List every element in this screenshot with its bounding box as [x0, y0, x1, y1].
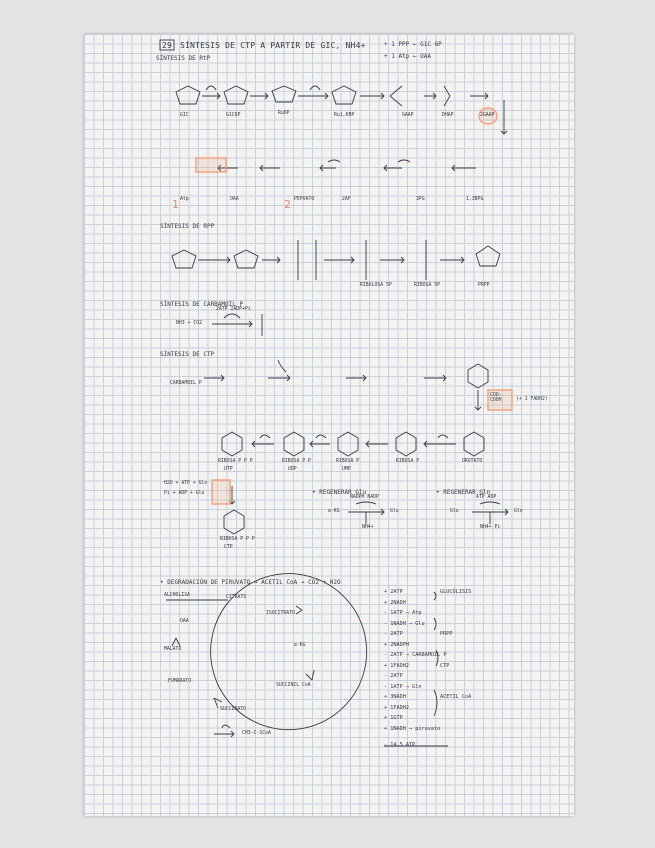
- page-title: SÍNTESIS DE CTP A PARTIR DE GIC, NH4+: [180, 41, 366, 50]
- regen-glu-left: α-KG: [328, 509, 340, 514]
- section-sub1: SÍNTESIS DE RtP: [156, 55, 211, 62]
- krebs-node-malato: MALATO: [164, 647, 182, 652]
- ledger-line: [384, 685, 564, 696]
- krebs-node-succinilcoa: SUCCINIL CoA: [276, 683, 311, 688]
- label-2af: 2AF: [342, 197, 351, 202]
- ledger-line-text: - 1ATP → Gln: [384, 683, 422, 690]
- page-number: 29: [162, 41, 173, 50]
- ledger-line: [384, 664, 564, 675]
- ledger-line: [384, 632, 564, 643]
- rpp-title: SÍNTESIS DE RPP: [160, 223, 215, 230]
- label-glc: GIC: [180, 113, 189, 118]
- ledger-line: [384, 622, 564, 633]
- label-ribosa5p: RIBOSA 5P: [414, 283, 440, 288]
- ledger-line-text: + 1FADH2: [384, 704, 409, 711]
- regen-gln-cof: ATP ADP: [476, 495, 497, 500]
- krebs-node-alcholisa: ALCHOLISA: [164, 593, 190, 598]
- label-ribosa-p-a: RIBOSA P: [336, 459, 360, 464]
- krebs-node-isocitrato: ISOCITRATO: [266, 611, 295, 616]
- header-note-1: + 1 PPP ← G1C 6P: [384, 41, 442, 48]
- label-prpp: PRPP: [478, 283, 490, 288]
- highlight-gln-box: [212, 480, 230, 504]
- label-ump: UMP: [342, 467, 351, 472]
- krebs-node-oaa: OAA: [180, 619, 189, 624]
- ledger-line-text: + 2NADPH: [384, 641, 409, 648]
- label-ribosa-pp: RIBOSA P P: [282, 459, 311, 464]
- notebook-page: [84, 34, 574, 816]
- ledger-line-group: CTP: [440, 662, 450, 669]
- ledger-line-text: - 2ATP: [384, 673, 403, 679]
- ledger-line: [384, 611, 564, 622]
- regen-gln-nh: NH4+ Pi: [480, 525, 501, 530]
- krebs-node-akg: α-KG: [294, 643, 306, 648]
- krebs-node-fumarato: FUMARATO: [168, 679, 192, 684]
- label-ribosa-p-b: RIBOSA P: [396, 459, 420, 464]
- ledger-line-text: - 2ATP: [384, 631, 403, 637]
- ledger-line-group: GLUCÓLISIS: [440, 589, 472, 595]
- ledger-line-text: + 3NADH: [384, 694, 406, 700]
- ledger-lines: [384, 590, 564, 737]
- krebs-cycle: [166, 574, 367, 737]
- regen-glu-right: Glu: [390, 509, 399, 514]
- row1-pathway: [176, 86, 507, 134]
- label-ribulosa5p: RIBULOSA 5P: [360, 283, 392, 288]
- regen-gln-title: • REGENERAR Gln: [436, 489, 491, 496]
- row2-pathway: [218, 160, 476, 171]
- krebs-acetyl: CH3-C-SCoA: [242, 731, 271, 736]
- label-orotato: OROTATO: [462, 459, 483, 464]
- ledger: [384, 589, 564, 748]
- regen-glu-nh: NH4+: [362, 525, 374, 530]
- ledger-line-group: PRPP: [440, 631, 453, 637]
- ledger-line-text: + 1FADH2: [384, 662, 409, 669]
- krebs-node-succinato: SUCCINATO: [220, 707, 246, 712]
- label-pepvato: PEPVATO: [294, 197, 315, 202]
- ctp-side-1: H2O + ATP + Gln: [164, 481, 208, 486]
- marker-1: 1: [172, 198, 179, 211]
- ctp-side-2: Pi + ADP + Glu: [164, 491, 205, 496]
- ledger-line-group: ACETIL CoA: [440, 694, 472, 700]
- ledger-line: [384, 706, 564, 717]
- carbamoil-reaction: [212, 314, 262, 336]
- label-ctp: CTP: [224, 545, 233, 550]
- ctp-title: SÍNTESIS DE CTP: [160, 351, 215, 358]
- rpp-pathway: [172, 240, 500, 280]
- ledger-line-text: + 2ATP: [384, 589, 403, 595]
- label-3pg: 3PG: [416, 197, 425, 202]
- ledger-line-text: - 1ATP → Atp: [384, 610, 422, 616]
- label-ribosa-ppp: RIBOSA P P P: [218, 459, 253, 464]
- regen-gln-right: Gln: [514, 509, 523, 514]
- regen-glu-cof: NADPH NADP: [350, 495, 379, 500]
- regen-glu-title: • REGENERAR Glu: [312, 489, 367, 496]
- label-g1c6p: G1C6P: [226, 113, 241, 118]
- ctp-box-label: COO- COOH: [490, 393, 502, 403]
- label-dhap: DHAP: [442, 113, 454, 118]
- ledger-line: [384, 590, 564, 601]
- label-2gaap: 2GAAP: [480, 113, 495, 118]
- marker-2: 2: [284, 198, 291, 211]
- ledger-line-text: + 1NADH → piruvato: [384, 725, 441, 732]
- ledger-line-text: + 2NADH: [384, 599, 406, 606]
- label-udp: UDP: [288, 467, 297, 472]
- ctp-note: (+ 1 FADH2): [516, 397, 548, 402]
- krebs-title: • DEGRADACIÓN DE PIRUVATO → ACETIL CoA → CO2 + H2O: [160, 579, 341, 586]
- ctp-start: CARBAMOIL P: [170, 381, 202, 386]
- ledger-line: [384, 653, 564, 664]
- label-ru16bp: Ru1,6BP: [334, 113, 355, 118]
- ledger-line: [384, 695, 564, 706]
- label-atp: Atp: [180, 197, 189, 202]
- label-13bpg: 1,3BPG: [466, 197, 484, 202]
- carbamoil-left: NH3 + CO2: [176, 321, 202, 326]
- label-ru6p: Ru6P: [278, 111, 290, 116]
- carbamoil-reagent: 2ATP 2ADP+Pi: [216, 307, 251, 312]
- ledger-line-text: - 1NADH → Glu: [384, 620, 425, 627]
- regen-gln-left: Glu: [450, 509, 459, 514]
- ledger-line: [384, 716, 564, 727]
- ledger-line: [384, 727, 564, 738]
- header-note-2: + 1 Atp ← OAA: [384, 53, 431, 60]
- label-ctp-final: RIBOSA P P P: [220, 537, 255, 542]
- ledger-line-text: + 1GTP: [384, 715, 403, 721]
- krebs-node-citrato: CITRATO: [226, 595, 247, 600]
- ledger-total: - 14,5 ATP: [384, 742, 416, 748]
- label-oaa: OAA: [230, 197, 239, 202]
- label-utp: UTP: [224, 467, 233, 472]
- highlight-box-row2: [196, 158, 226, 172]
- regen-reactions: [348, 502, 508, 524]
- ledger-line-text: - 2ATP → CARBAMOIL P: [384, 652, 447, 658]
- ledger-line: [384, 674, 564, 685]
- carbamoil-title: SÍNTESIS DE CARBAMOIL P: [160, 301, 244, 308]
- label-gaap: GAAP: [402, 113, 414, 118]
